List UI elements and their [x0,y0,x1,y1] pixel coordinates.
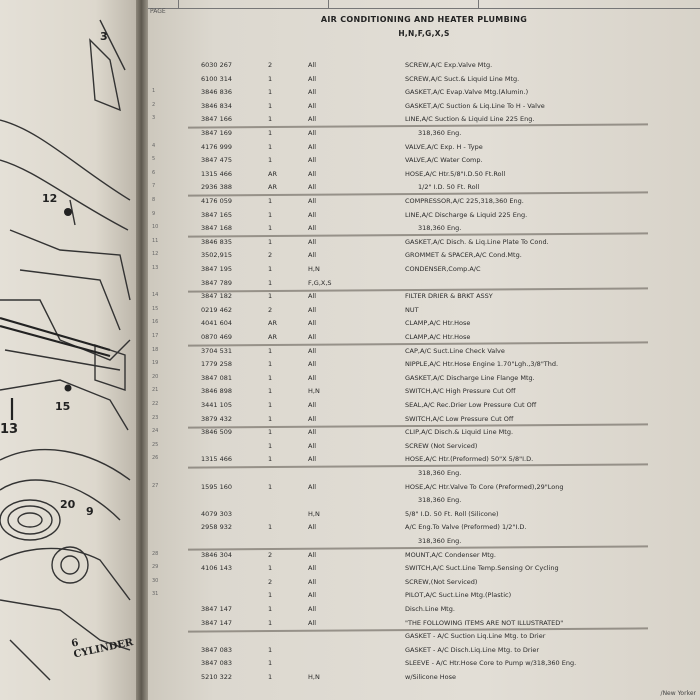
callout-15: 15 [55,400,71,413]
table-row [148,197,700,209]
description: CLAMP,A/C Htr.Hose [405,333,471,341]
part-number: 3847 182 [201,292,233,301]
part-number: 3846 836 [201,88,233,97]
model-code: All [308,197,317,205]
illustration-number: 4 [152,142,156,149]
illustration-number: 15 [152,305,159,312]
description: SWITCH,A/C High Pressure Cut Off [405,387,516,396]
callout-13: 13 [0,422,19,437]
table-row [148,551,700,563]
quantity: 1 [268,265,273,273]
model-code: All [308,210,317,219]
quantity: 1 [268,360,273,369]
quantity: 1 [268,115,273,124]
table-row [148,564,700,576]
description: GASKET - A/C Disch.Liq.Line Mtg. to Drier [405,645,540,654]
description: 318,360 Eng. [418,537,462,545]
quantity: 2 [268,550,273,559]
quantity: 1 [268,645,273,654]
table-row [148,591,700,603]
table-row [148,428,700,440]
illustration-number: 7 [152,183,156,190]
quantity: AR [268,183,277,192]
quantity: 1 [268,237,273,246]
model-code: All [308,441,317,450]
table-row [148,143,700,155]
table-row [148,401,700,413]
quantity: 1 [268,659,273,668]
part-number: 3847 789 [201,278,233,287]
model-code: All [308,577,317,586]
quantity: 2 [268,305,273,314]
model-code: H,N [308,673,320,681]
part-number: 3846 304 [201,550,233,559]
engine-label: 6 CYLINDER [70,637,135,661]
description: MOUNT,A/C Condenser Mtg. [405,550,496,559]
part-number: 3846 898 [201,387,233,396]
description: FILTER DRIER & BRKT ASSY [405,292,493,301]
model-code: All [308,292,317,301]
illustration-number: 28 [152,550,159,557]
description: COMPRESSOR,A/C 225,318,360 Eng. [405,197,524,205]
part-number: 6030 267 [201,61,233,69]
illustration-number: 1 [152,88,156,95]
quantity: 1 [268,156,273,165]
table-row [148,578,700,590]
table-row [148,88,700,100]
part-number: 0870 469 [201,333,233,341]
table-row [148,659,700,671]
part-number: 1315 466 [201,455,233,464]
model-code: All [308,618,317,627]
illustration-number: 18 [152,346,159,353]
model-code: All [308,550,317,559]
illustration-number: 24 [152,428,159,435]
illustration-number: 20 [152,373,159,380]
illustration-number: 5 [152,156,156,163]
part-number: 3846 835 [201,237,233,246]
quantity: 1 [268,224,273,233]
part-number: 1595 160 [201,482,233,491]
model-code: All [308,455,317,464]
model-code: All [308,333,317,341]
page-label: PAGE [150,8,166,15]
description: LINE,A/C Discharge & Liquid 225 Eng. [405,210,528,219]
part-number: 3847 083 [201,645,233,654]
table-row [148,510,700,522]
footer-tab: /New Yorker [660,690,696,697]
description: SCREW,A/C Suct.& Liquid Line Mtg. [405,74,520,83]
model-code: H,N [308,387,320,396]
description: GASKET - A/C Suction Liq.Line Mtg. to Drier [405,632,546,641]
description: GASKET,A/C Suction & Liq.Line To H - Valve [405,101,545,110]
model-code: All [308,237,317,246]
part-number: 3847 166 [201,115,233,124]
page-subtitle: H,N,F,G,X,S [398,29,450,38]
table-row [148,251,700,263]
model-code: All [308,482,317,491]
description: A/C Eng.To Valve (Preformed) 1/2"I.D. [405,523,527,532]
part-number: 4176 059 [201,197,233,205]
description: HOSE,A/C Htr.(Preformed) 50"X 5/8"I.D. [405,455,534,464]
part-number: 3502,915 [201,251,233,260]
illustration-number: 8 [152,197,156,203]
part-number: 4079 303 [201,509,233,518]
table-row [148,360,700,372]
left-page-diagram [0,0,136,700]
table-row [148,75,700,87]
quantity: 1 [268,278,273,287]
part-number: 3846 834 [201,101,233,110]
table-row [148,523,700,535]
model-code: All [308,373,317,382]
description: CAP,A/C Suct.Line Check Valve [405,346,505,355]
description: Disch.Line Mtg. [405,605,455,613]
part-number: 3704 531 [201,346,233,355]
quantity: 1 [268,414,273,423]
quantity: 1 [268,101,273,110]
illustration-number: 31 [152,591,159,598]
illustration-number: 13 [152,265,159,271]
model-code: All [308,251,317,260]
part-number: 0219 462 [201,305,233,314]
quantity: 2 [268,577,273,586]
callout-20: 20 [60,498,76,511]
description: 318,360 Eng. [418,129,462,137]
description: SCREW,(Not Serviced) [405,577,478,586]
description: VALVE,A/C Water Comp. [405,156,483,165]
model-code: All [308,101,317,110]
part-number: 3846 509 [201,428,233,437]
quantity: 1 [268,523,273,532]
part-number: 1315 466 [201,169,233,178]
illustration-number: 12 [152,251,159,258]
illustration-number: 9 [152,210,156,217]
quantity: 1 [268,88,273,97]
part-number: 4176 999 [201,142,233,151]
table-row [148,483,700,495]
quantity: 2 [268,61,273,69]
model-code: All [308,346,317,355]
table-row [148,238,700,250]
table-row [148,265,700,277]
ac-plumbing-illustration [0,0,136,700]
description: GASKET,A/C Disch. & Liq.Line Plate To Cond. [405,237,549,246]
description: NUT [405,305,419,314]
quantity: 1 [268,373,273,382]
page-header-box [148,0,700,9]
part-number: 3847 081 [201,373,233,382]
table-row [148,442,700,454]
description: HOSE,A/C Htr.Valve To Core (Preformed),29"Long [405,482,564,491]
quantity: 1 [268,673,273,681]
quantity: AR [268,319,277,328]
table-row [148,646,700,658]
description: VALVE,A/C Exp. H - Type [405,142,483,151]
table-row [148,673,700,685]
model-code: F,G,X,S [308,278,332,287]
illustration-number: 27 [152,482,159,489]
part-number: 2958 932 [201,523,233,532]
part-number: 3847 168 [201,224,233,233]
table-row [148,605,700,617]
description: GASKET,A/C Evap.Valve Mtg.(Alumin.) [405,88,529,97]
table-row [148,102,700,114]
model-code: All [308,523,317,532]
model-code: All [308,61,317,69]
quantity: 1 [268,197,273,205]
description: SCREW (Not Serviced) [405,441,478,450]
model-code: All [308,74,317,83]
model-code: All [308,305,317,314]
quantity: 1 [268,74,273,83]
illustration-number: 11 [152,237,159,244]
quantity: 1 [268,292,273,301]
part-number: 1779 258 [201,360,233,369]
description: w/Silicone Hose [405,673,457,681]
quantity: 1 [268,618,273,627]
model-code: H,N [308,265,320,273]
part-number: 3847 083 [201,659,233,668]
quantity: 1 [268,455,273,464]
description: PILOT,A/C Suct.Line Mtg.(Plastic) [405,591,512,600]
quantity: 1 [268,346,273,355]
quantity: 2 [268,251,273,260]
illustration-number: 21 [152,387,159,394]
quantity: 1 [268,564,273,573]
illustration-number: 30 [152,577,159,584]
quantity: AR [268,333,277,341]
quantity: 1 [268,441,273,450]
model-code: All [308,564,317,573]
quantity: AR [268,169,277,178]
part-number: 4106 143 [201,564,233,573]
table-row [148,292,700,304]
description: LINE,A/C Suction & Liquid Line 225 Eng. [405,115,535,124]
description: SWITCH,A/C Low Pressure Cut Off [405,414,514,423]
model-code: All [308,401,317,409]
illustration-number: 26 [152,455,159,462]
page-title: AIR CONDITIONING AND HEATER PLUMBING [320,15,528,24]
description: NIPPLE,A/C Htr.Hose Engine 1.70"Lgh.,3/8"Thd. [405,360,559,369]
model-code: All [308,605,317,613]
model-code: All [308,360,317,369]
part-number: 6100 314 [201,74,233,83]
table-row [148,496,700,508]
quantity: 1 [268,401,273,409]
quantity: 1 [268,142,273,151]
part-number: 3847 165 [201,210,233,219]
part-number: 3441 105 [201,401,233,409]
part-number: 3879 432 [201,414,233,423]
illustration-number: 22 [152,401,159,407]
illustration-number: 2 [152,101,156,108]
quantity: 1 [268,428,273,437]
table-row [148,374,700,386]
part-number: 3847 195 [201,265,233,273]
model-code: H,N [308,509,320,518]
model-code: All [308,156,317,165]
illustration-number: 25 [152,441,159,448]
description: SWITCH,A/C Suct.Line Temp.Sensing Or Cycling [405,564,559,573]
description: CLIP,A/C Disch.& Liquid Line Mtg. [405,428,514,437]
model-code: All [308,414,317,423]
part-number: 4041 604 [201,319,233,328]
illustration-number: 3 [152,115,156,122]
callout-3: 3 [100,30,108,43]
quantity: 1 [268,210,273,219]
table-row [148,170,700,182]
part-number: 3847 147 [201,618,233,627]
model-code: All [308,142,317,151]
table-row [148,61,700,73]
description: GASKET,A/C Discharge Line Flange Mtg. [405,373,535,382]
table-row [148,387,700,399]
quantity: 1 [268,591,273,600]
illustration-number: 19 [152,360,159,367]
model-code: All [308,129,317,137]
part-number: 3847 169 [201,129,233,137]
description: 5/8" I.D. 50 Ft. Roll (Silicone) [405,509,499,518]
illustration-number: 23 [152,414,159,421]
description: CLAMP,A/C Htr.Hose [405,319,471,328]
description: HOSE,A/C Htr.5/8"I.D.50 Ft.Roll [405,169,506,178]
part-number: 3847 147 [201,605,233,613]
quantity: 1 [268,605,273,613]
model-code: All [308,169,317,178]
quantity: 1 [268,482,273,491]
model-code: All [308,224,317,233]
callout-9: 9 [86,505,94,518]
model-code: All [308,591,317,600]
quantity: 1 [268,129,273,137]
model-code: All [308,115,317,124]
description: 318,360 Eng. [418,469,462,477]
illustration-number: 14 [152,292,159,299]
table-row [148,156,700,168]
part-number: 5210 322 [201,673,233,681]
table-row [148,632,700,644]
quantity: 1 [268,387,273,396]
description: CONDENSER,Comp.A/C [405,265,481,273]
table-row [148,211,700,223]
table-row [148,469,700,481]
part-number: 3847 475 [201,156,233,165]
part-number: 2936 388 [201,183,233,192]
description: 318,360 Eng. [418,496,462,505]
model-code: All [308,183,317,192]
illustration-number: 10 [152,224,159,231]
description: GROMMET & SPACER,A/C Cond.Mtg. [405,251,522,260]
illustration-number: 16 [152,319,159,326]
illustration-number: 29 [152,564,159,571]
description: SCREW,A/C Exp.Valve Mtg. [405,61,493,69]
model-code: All [308,428,317,437]
description: SEAL,A/C Rec.Drier Low Pressure Cut Off [405,401,537,409]
description: SLEEVE - A/C Htr.Hose Core to Pump w/318,360 Eng. [405,659,577,668]
table-row [148,319,700,331]
description: 1/2" I.D. 50 Ft. Roll [418,183,480,192]
illustration-number: 17 [152,333,159,339]
table-row [148,347,700,359]
description: "THE FOLLOWING ITEMS ARE NOT ILLUSTRATED" [405,618,564,627]
table-row [148,129,700,141]
model-code: All [308,319,317,328]
parts-list-page [148,0,700,700]
book-gutter [136,0,148,700]
illustration-number: 6 [152,169,156,176]
table-row [148,306,700,318]
description: 318,360 Eng. [418,224,462,233]
model-code: All [308,88,317,97]
callout-12: 12 [42,192,58,205]
